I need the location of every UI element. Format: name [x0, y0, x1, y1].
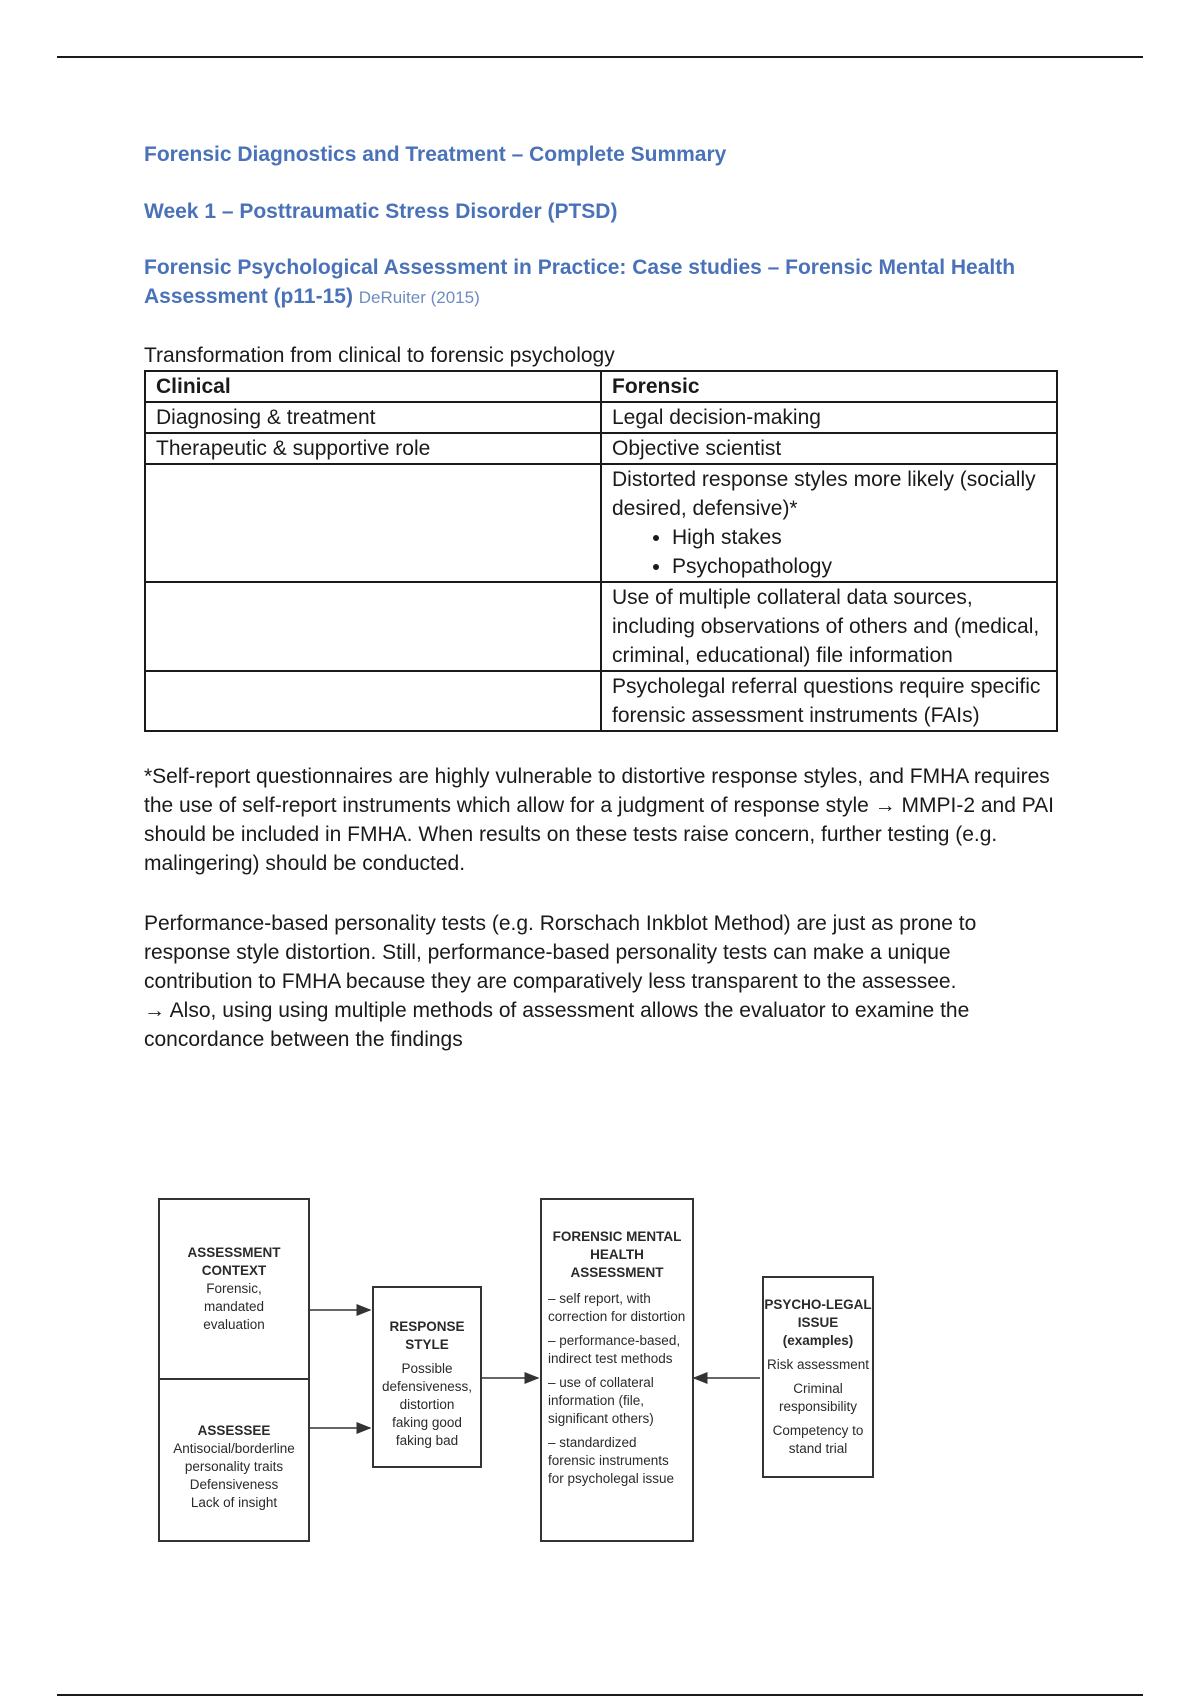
fmha-box [540, 1198, 694, 1542]
diagram-text: – use of collateral information (file, significant others) [548, 1375, 654, 1426]
source-title: Forensic Psychological Assessment in Practice: Case studies – Forensic Mental Health Assessment (p11-15) [144, 256, 1016, 308]
table-header-row [145, 371, 1057, 402]
assessee-title: ASSESSEE [197, 1423, 271, 1438]
diagram-text: Antisocial/borderline [173, 1441, 295, 1456]
document-body [144, 140, 1064, 1054]
table-row [145, 464, 1057, 582]
psycholegal-title: PSYCHO-LEGAL ISSUE (examples) [764, 1297, 872, 1348]
diagram-text: Possible [401, 1361, 453, 1376]
cell-forensic: Use of multiple collateral data sources, including observations of others and (medical, criminal, educational) file information [601, 582, 1057, 671]
diagram-text: Criminal responsibility [778, 1381, 858, 1414]
diagram-text: faking bad [395, 1433, 459, 1448]
cell-forensic [601, 464, 1057, 582]
diagram-text: Risk assessment [766, 1357, 870, 1372]
table-caption: Transformation from clinical to forensic psychology [144, 344, 615, 367]
comparison-table [144, 370, 1058, 732]
cell-forensic-text: Distorted response styles more likely (socially desired, defensive)* [612, 468, 1036, 520]
fmha-diagram [150, 1190, 890, 1550]
assessment-context-title: ASSESSMENT CONTEXT [187, 1245, 281, 1278]
psycholegal-issue-box [762, 1276, 874, 1478]
table-row [145, 582, 1057, 671]
paragraph-self-report: *Self-report questionnaires are highly vulnerable to distortive response styles, and FMHA requires the use of self-report instruments which allow for a judgment of response style → MMPI-2 and PAI should be included in FMHA. When results on these tests raise concern, further testing (e.g. malingering) should be conducted. [144, 765, 1055, 875]
top-rule [57, 56, 1143, 58]
cell-clinical [145, 582, 601, 671]
cell-clinical: Diagnosing & treatment [145, 402, 601, 433]
table-row [145, 671, 1057, 731]
table-row [145, 402, 1057, 433]
diagram-text: evaluation [203, 1317, 265, 1332]
diagram-text: Defensiveness [189, 1477, 279, 1492]
diagram-text: Lack of insight [190, 1495, 278, 1510]
assessment-context-assessee-box [158, 1198, 310, 1542]
table-row [145, 433, 1057, 464]
paragraph-multiple-methods: → Also, using using multiple methods of assessment allows the evaluator to examine the concordance between the findings [144, 999, 970, 1051]
fmha-title: FORENSIC MENTAL HEALTH ASSESSMENT [552, 1229, 682, 1280]
header-forensic: Forensic [601, 371, 1057, 402]
response-style-box [372, 1286, 482, 1468]
diagram-text: Competency to stand trial [772, 1423, 864, 1456]
diagram-text: – standardized forensic instruments for psycholegal issue [548, 1435, 675, 1486]
cell-clinical [145, 464, 601, 582]
week-heading: Week 1 – Posttraumatic Stress Disorder (PTSD) [144, 200, 618, 223]
diagram-text: Forensic, [206, 1281, 262, 1296]
bullet-item: • High stakes [672, 523, 1046, 552]
response-style-title: RESPONSE STYLE [389, 1319, 465, 1352]
diagram-text: defensiveness, [381, 1379, 473, 1394]
diagram-text: mandated [203, 1299, 265, 1314]
diagram-text: personality traits [184, 1459, 284, 1474]
bullet-list [612, 523, 1046, 581]
diagram-text: faking good [392, 1415, 462, 1430]
cell-clinical [145, 671, 601, 731]
assessee-box [160, 1390, 308, 1512]
assessment-context-box [160, 1200, 308, 1380]
document-title: Forensic Diagnostics and Treatment – Complete Summary [144, 143, 727, 166]
bottom-rule [57, 1694, 1143, 1696]
diagram-text: – performance-based, indirect test methods [548, 1333, 681, 1366]
bullet-item: • Psychopathology [672, 552, 1046, 581]
cell-forensic: Legal decision-making [601, 402, 1057, 433]
paragraph-performance-based: Performance-based personality tests (e.g. Rorschach Inkblot Method) are just as prone to response style distortion. Still, performance-based personality tests can make a unique contribution to FMHA because they are comparatively less transparent to the assessee. [144, 912, 977, 993]
cell-clinical: Therapeutic & supportive role [145, 433, 601, 464]
diagram-text: – self report, with correction for distortion [548, 1291, 686, 1324]
source-citation: DeRuiter (2015) [358, 288, 480, 307]
header-clinical: Clinical [145, 371, 601, 402]
cell-forensic: Psycholegal referral questions require specific forensic assessment instruments (FAIs) [601, 671, 1057, 731]
diagram-text: distortion [399, 1397, 455, 1412]
cell-forensic: Objective scientist [601, 433, 1057, 464]
source-heading [144, 253, 1064, 312]
